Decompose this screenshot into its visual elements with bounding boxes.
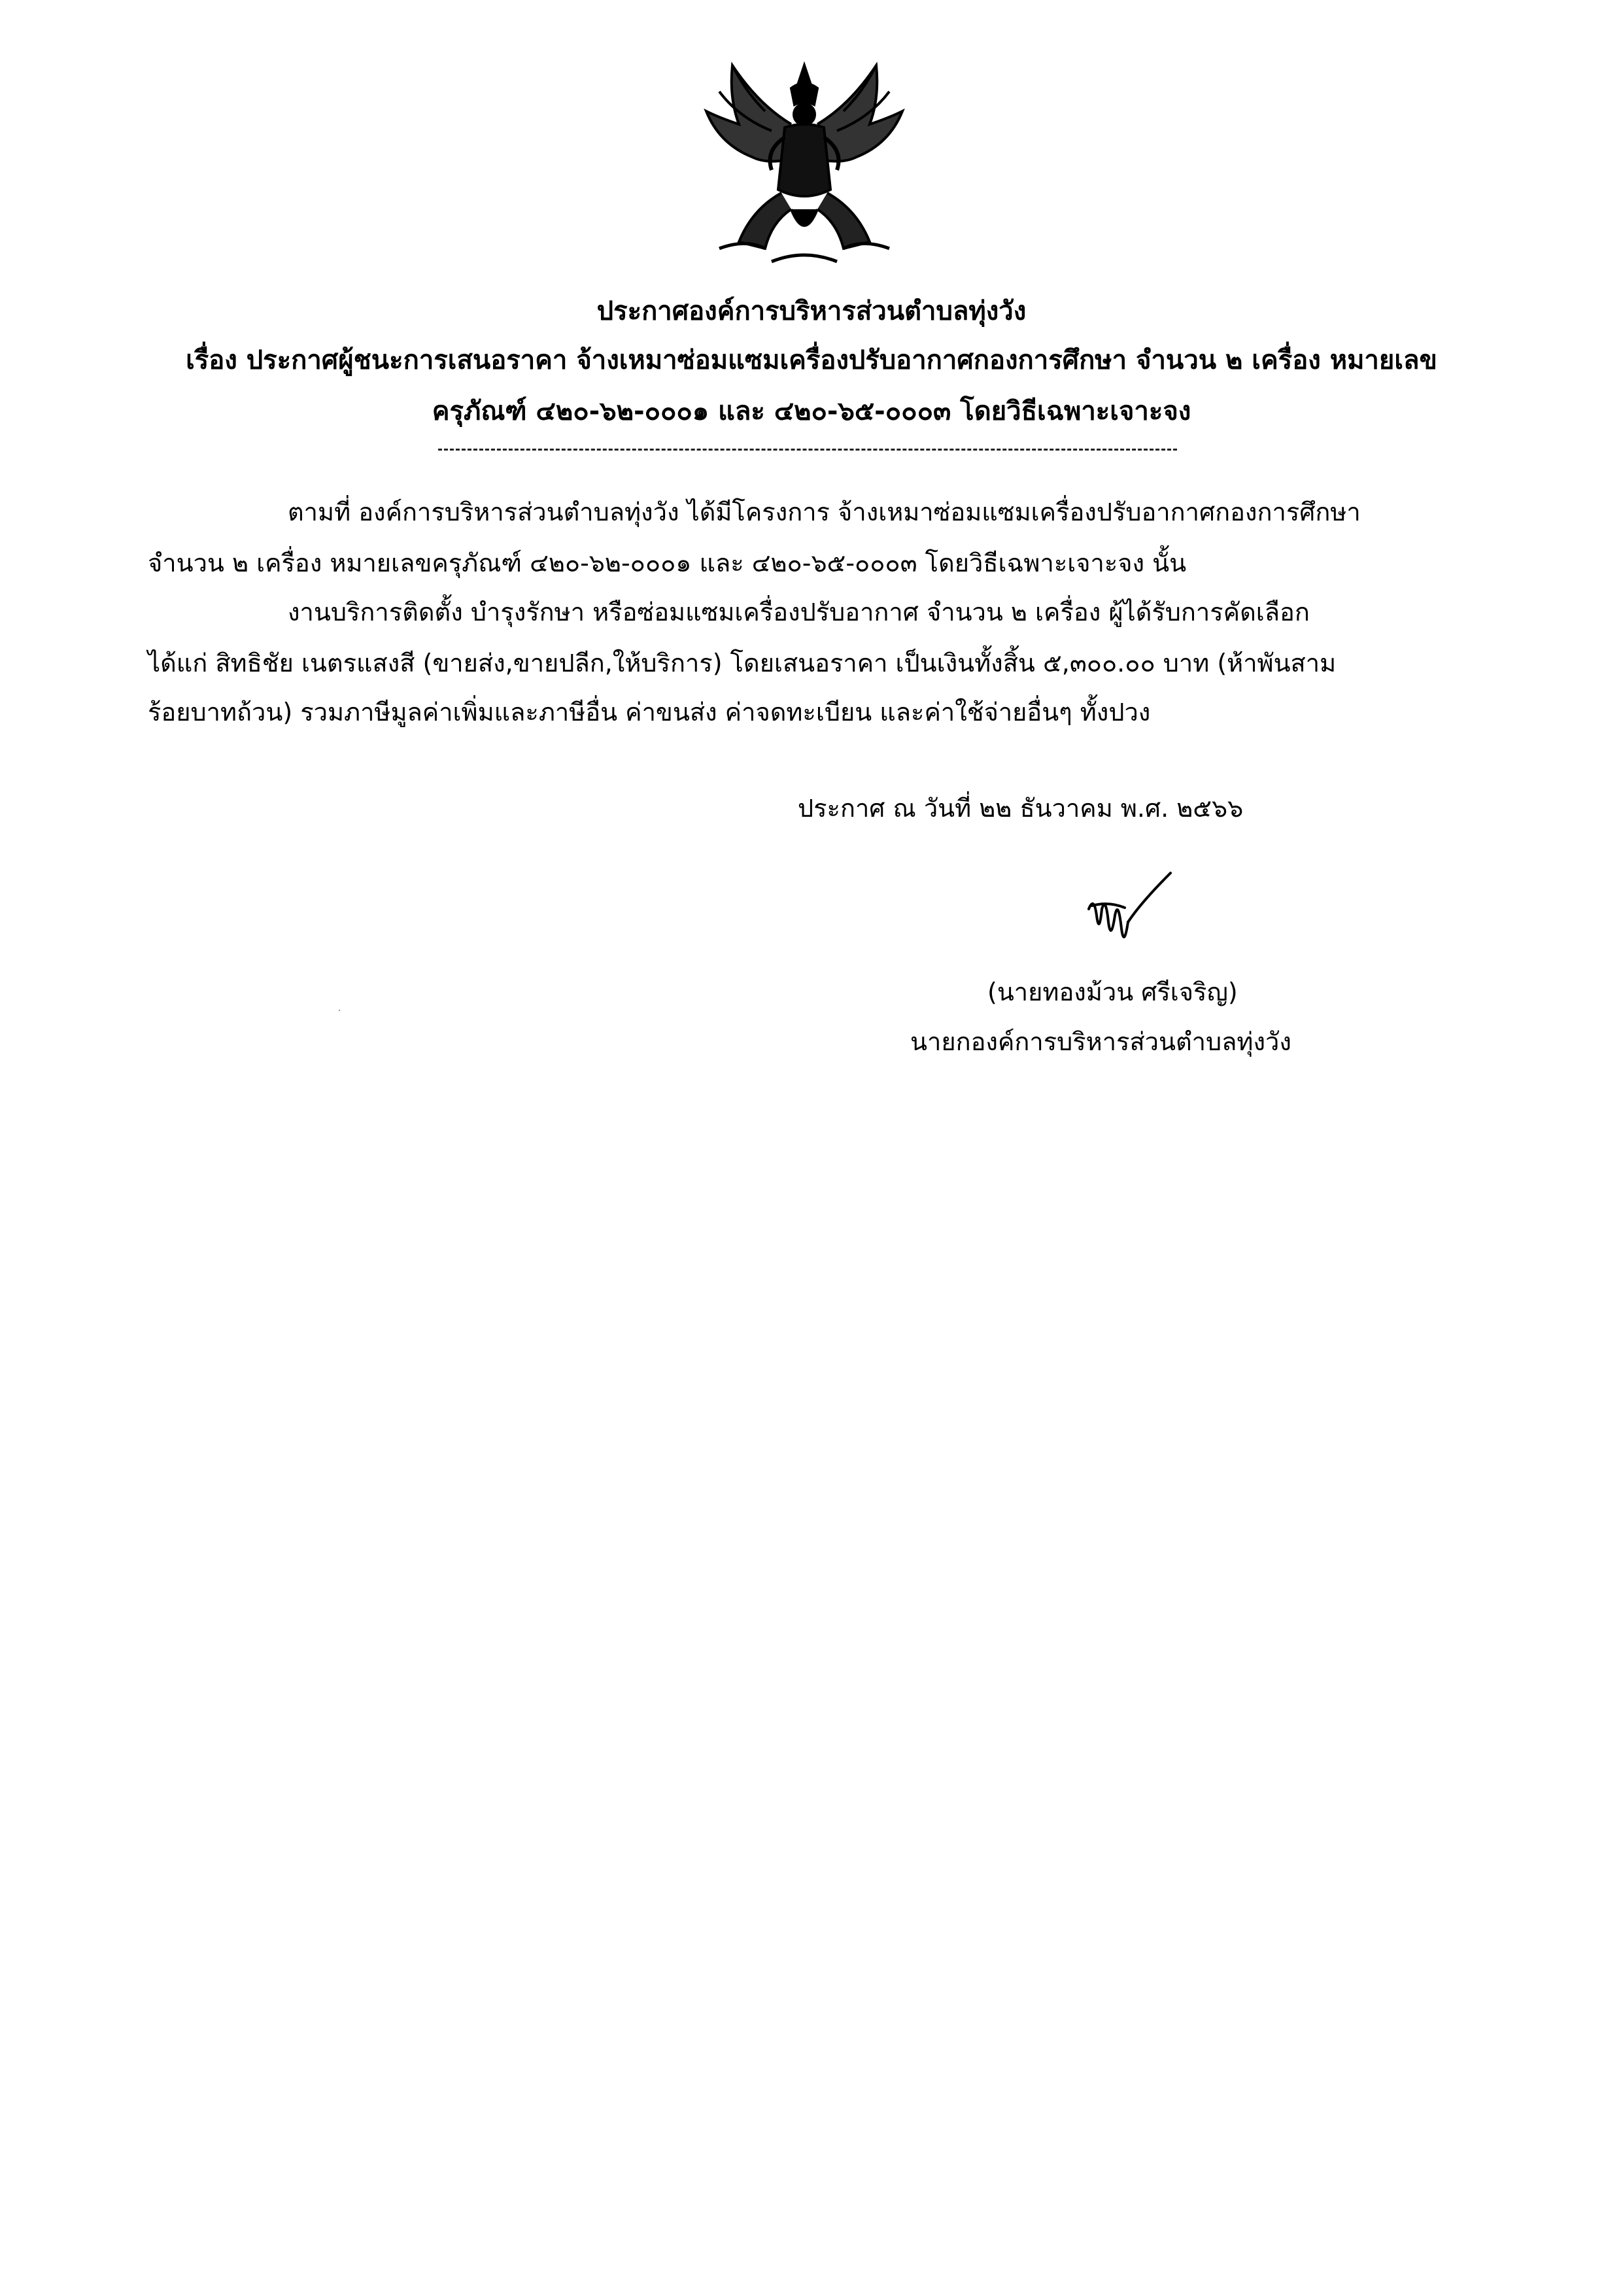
announcement-subject-cont: ครุภัณฑ์ ๔๒๐-๖๒-๐๐๐๑ และ ๔๒๐-๖๕-๐๐๐๓ โดยวิธีเฉพาะเจาะจง (432, 396, 1191, 426)
garuda-emblem-icon (693, 52, 915, 268)
signer-name: (นายทองม้วน ศรีเจริญ) (987, 978, 1238, 1006)
announcement-date: ประกาศ ณ วันที่ ๒๒ ธันวาคม พ.ศ. ๒๕๖๖ (798, 794, 1244, 823)
body-paragraph-line: ร้อยบาทถ้วน) รวมภาษีมูลค่าเพิ่มและภาษีอื่น ค่าขนส่ง ค่าจดทะเบียน และค่าใช้จ่ายอื่นๆ ทั้งปวง (148, 698, 1151, 727)
signer-title: นายกองค์การบริหารส่วนตำบลทุ่งวัง (910, 1027, 1291, 1056)
signature-mark (1082, 870, 1174, 984)
body-paragraph-line: งานบริการติดตั้ง บำรุงรักษา หรือซ่อมแซมเครื่องปรับอากาศ จำนวน ๒ เครื่อง ผู้ได้รับการคัดเลือก (288, 598, 1310, 626)
body-paragraph-line: ตามที่ องค์การบริหารส่วนตำบลทุ่งวัง ได้มีโครงการ จ้างเหมาซ่อมแซมเครื่องปรับอากาศกองการศึกษา (288, 498, 1361, 526)
announcement-title: ประกาศองค์การบริหารส่วนตำบลทุ่งวัง (596, 296, 1027, 326)
body-paragraph-line: จำนวน ๒ เครื่อง หมายเลขครุภัณฑ์ ๔๒๐-๖๒-๐๐๐๑ และ ๔๒๐-๖๕-๐๐๐๓ โดยวิธีเฉพาะเจาะจง นั้น (148, 549, 1187, 577)
scan-speck (339, 1010, 340, 1011)
announcement-subject: เรื่อง ประกาศผู้ชนะการเสนอราคา จ้างเหมาซ่อมแซมเครื่องปรับอากาศกองการศึกษา จำนวน ๒ เครื่อง หมายเลข (186, 345, 1437, 375)
dashed-separator (438, 449, 1177, 451)
body-paragraph-line: ได้แก่ สิทธิชัย เนตรแสงสี (ขายส่ง,ขายปลีก,ให้บริการ) โดยเสนอราคา เป็นเงินทั้งสิ้น ๕,๓๐๐.๐๐ บาท (ห้าพันสาม (148, 649, 1337, 677)
